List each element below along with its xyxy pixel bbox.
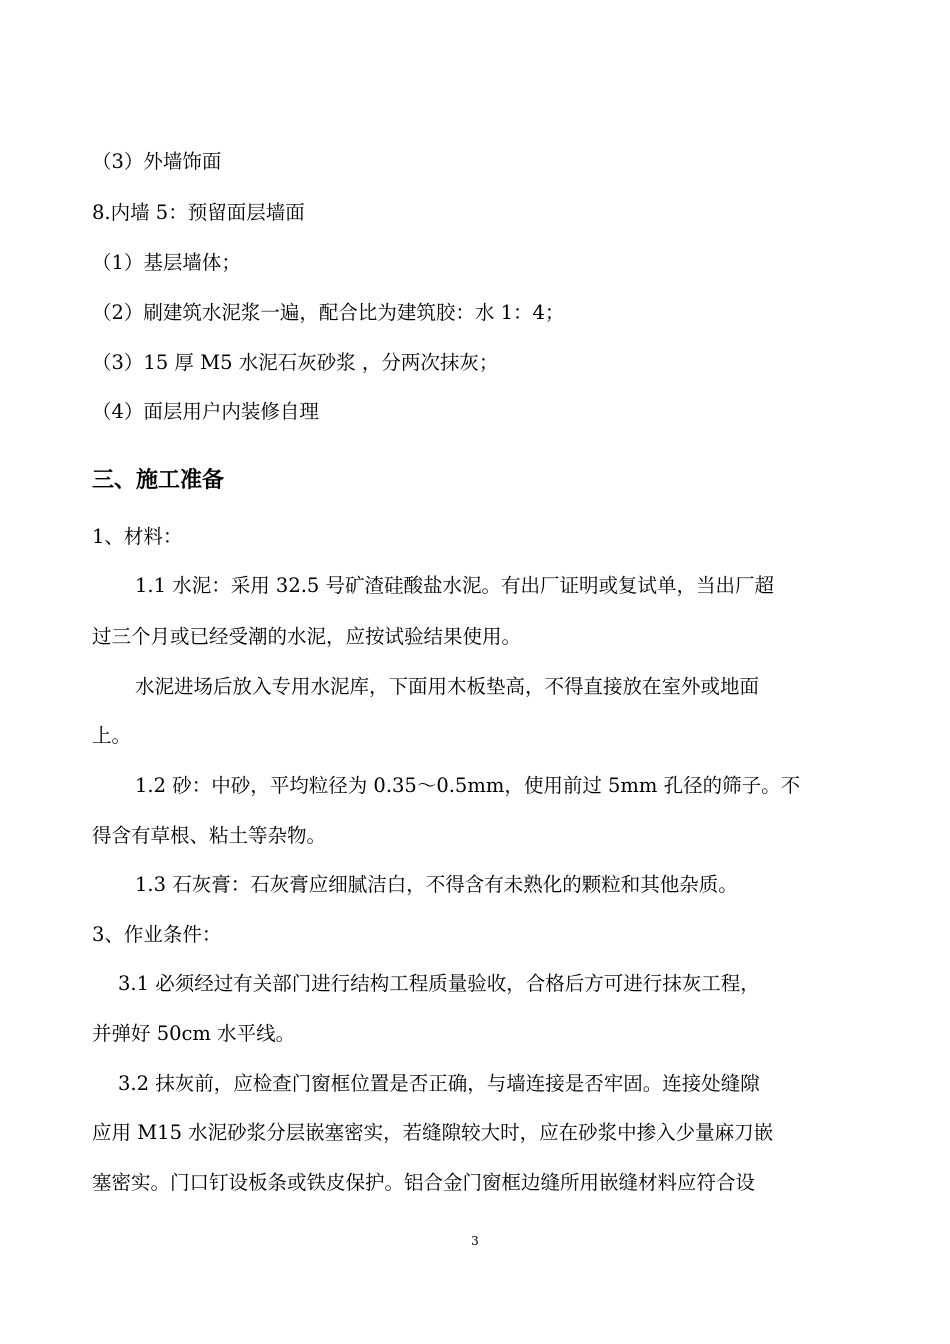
text-line-materials: 1、材料： bbox=[92, 525, 183, 548]
text-line-cement-1: 1.1 水泥：采用 32.5 号矿渣硅酸盐水泥。有出厂证明或复试单，当出厂超 bbox=[135, 574, 775, 597]
text-line-condition-3-1-a: 3.1 必须经过有关部门进行结构工程质量验收，合格后方可进行抹灰工程， bbox=[118, 972, 760, 995]
text-line-work-conditions: 3、作业条件： bbox=[92, 923, 222, 946]
text-line-cement-storage-2: 上。 bbox=[92, 724, 132, 747]
text-line-cement-storage-1: 水泥进场后放入专用水泥库，下面用木板垫高，不得直接放在室外或地面 bbox=[135, 675, 760, 698]
text-line-condition-3-2-a: 3.2 抹灰前，应检查门窗框位置是否正确，与墙连接是否牢固。连接处缝隙 bbox=[118, 1072, 760, 1095]
text-line-base-wall: （1）基层墙体； bbox=[92, 251, 241, 274]
text-line-inner-wall-5: 8.内墙 5：预留面层墙面 bbox=[92, 201, 305, 224]
text-line-cement-slurry: （2）刷建筑水泥浆一遍，配合比为建筑胶：水 1：4； bbox=[92, 301, 565, 324]
text-line-cement-2: 过三个月或已经受潮的水泥，应按试验结果使用。 bbox=[92, 625, 522, 648]
text-line-lime-paste: 1.3 石灰膏：石灰膏应细腻洁白，不得含有未熟化的颗粒和其他杂质。 bbox=[135, 873, 738, 896]
text-line-mortar: （3）15 厚 M5 水泥石灰砂浆 ，分两次抹灰； bbox=[92, 351, 499, 374]
text-line-condition-3-2-c: 塞密实。门口钉设板条或铁皮保护。铝合金门窗框边缝所用嵌缝材料应符合设 bbox=[92, 1171, 756, 1194]
text-line-sand-1: 1.2 砂：中砂，平均粒径为 0.35～0.5mm，使用前过 5mm 孔径的筛子。不 bbox=[135, 774, 801, 797]
text-line-condition-3-1-b: 并弹好 50cm 水平线。 bbox=[92, 1022, 296, 1045]
section-heading: 三、施工准备 bbox=[92, 468, 225, 493]
text-line-wall-finish: （3）外墙饰面 bbox=[92, 150, 222, 173]
text-line-surface-layer: （4）面层用户内装修自理 bbox=[92, 400, 319, 423]
text-line-sand-2: 得含有草根、粘土等杂物。 bbox=[92, 824, 327, 847]
page-number: 3 bbox=[471, 1234, 479, 1248]
text-line-condition-3-2-b: 应用 M15 水泥砂浆分层嵌塞密实，若缝隙较大时，应在砂浆中掺入少量麻刀嵌 bbox=[92, 1121, 774, 1144]
